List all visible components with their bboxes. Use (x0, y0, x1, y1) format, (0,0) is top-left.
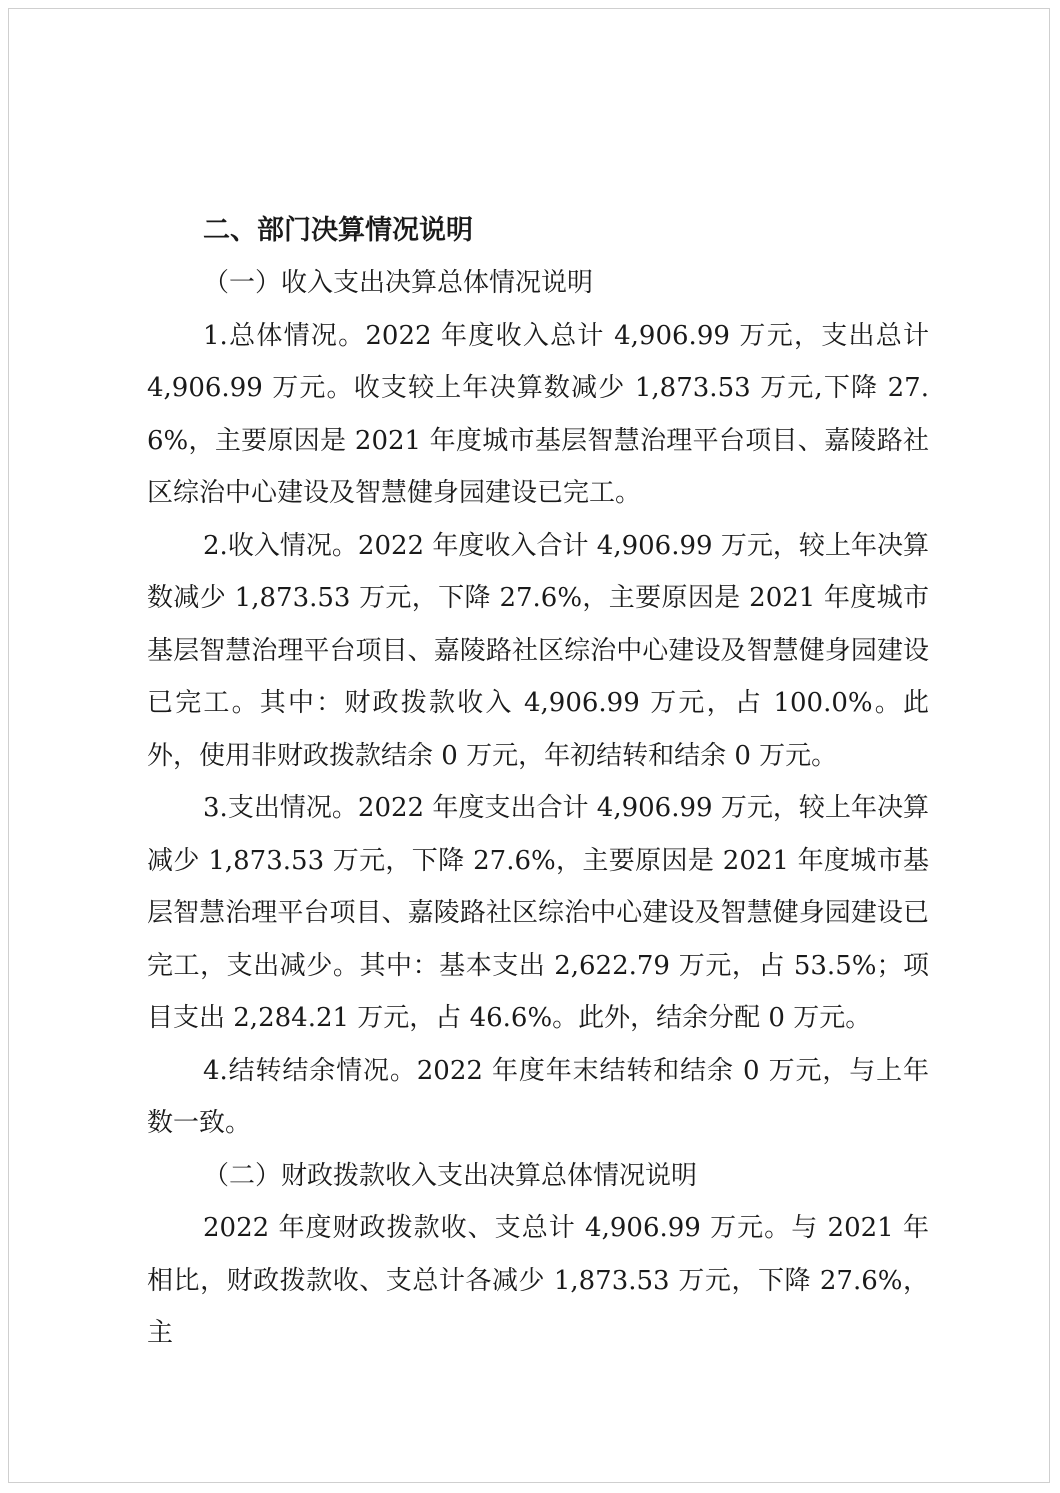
paragraph-expense: 3.支出情况。2022 年度支出合计 4,906.99 万元，较上年决算减少 1,873.53 万元，下降 27.6%，主要原因是 2021 年度城市基层智慧治理平台项目、嘉陵路社区综治中心建设及智慧健身园建设已完工，支出减少。其中：基本支出 2,622.79 万元，占 53.5%；项目支出 2,284.21 万元，占 46.6%。此外，结余分配 0 万元。 (147, 793, 929, 1033)
document-body (147, 205, 929, 1360)
subsection-title-fiscal-appropriation: （二）财政拨款收入支出决算总体情况说明 (203, 1160, 698, 1191)
paragraph-overall: 1.总体情况。2022 年度收入总计 4,906.99 万元，支出总计 4,906.99 万元。收支较上年决算数减少 1,873.53 万元,下降 27.6%，主要原因是 2021 年度城市基层智慧治理平台项目、嘉陵路社区综治中心建设及智慧健身园建设已完工。 (147, 320, 929, 508)
paragraph-income: 2.收入情况。2022 年度收入合计 4,906.99 万元，较上年决算数减少 1,873.53 万元，下降 27.6%，主要原因是 2021 年度城市基层智慧治理平台项目、嘉陵路社区综治中心建设及智慧健身园建设已完工。其中：财政拨款收入 4,906.99 万元，占 100.0%。此外，使用非财政拨款结余 0 万元，年初结转和结余 0 万元。 (147, 530, 929, 771)
subsection-title-income-expense: （一）收入支出决算总体情况说明 (203, 268, 594, 298)
document-page (8, 8, 1050, 1483)
paragraph-carryover: 4.结转结余情况。2022 年度年末结转和结余 0 万元，与上年数一致。 (147, 1055, 929, 1138)
section-heading: 二、部门决算情况说明 (203, 215, 473, 246)
paragraph-fiscal-appropriation: 2022 年度财政拨款收、支总计 4,906.99 万元。与 2021 年相比，财政拨款收、支总计各减少 1,873.53 万元，下降 27.6%，主 (147, 1213, 929, 1348)
